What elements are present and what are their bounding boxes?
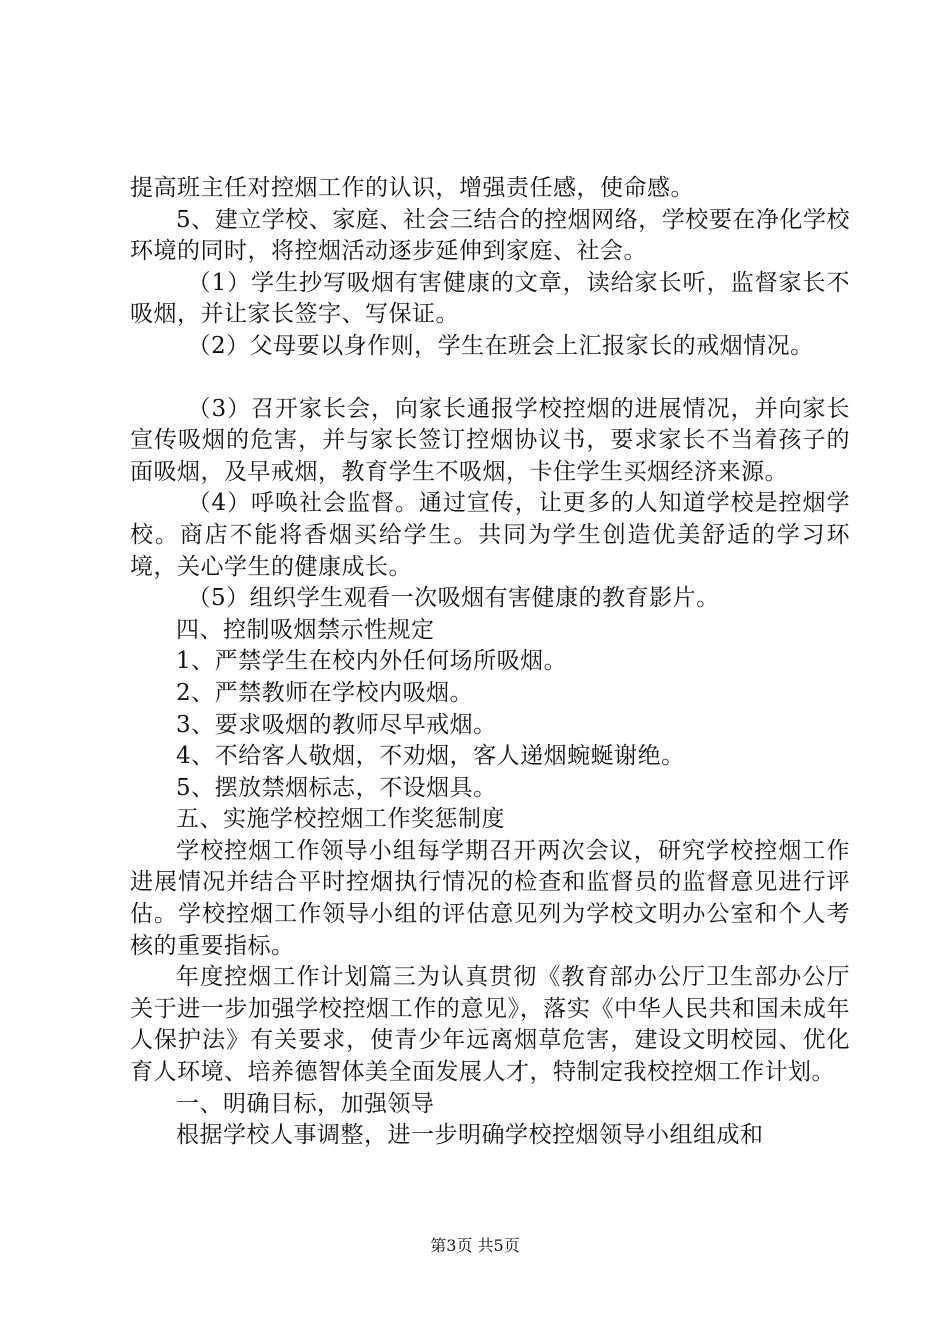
paragraph-sub-2: （2）父母要以身作则，学生在班会上汇报家长的戒烟情况。 [187, 332, 814, 359]
page-number-label: 第3页 共5页 [430, 1236, 520, 1255]
document-body [130, 173, 850, 1152]
rule-item-5: 5、摆放禁烟标志，不设烟具。 [176, 774, 497, 801]
paragraph-plan-three: 年度控烟工作计划篇三为认真贯彻《教育部办公厅卫生部办公厅关于进一步加强学校控烟工作的意见》，落实《中华人民共和国未成年人保护法》有关要求，使青少年远离烟草危害，建设文明校园、优化育人环境、培养德智体美全面发展人才，特制定我校控烟工作计划。 [130, 964, 850, 1086]
rule-item-3: 3、要求吸烟的教师尽早戒烟。 [176, 711, 497, 738]
paragraph-sub-3: （3）召开家长会，向家长通报学校控烟的进展情况，并向家长宣传吸烟的危害，并与家长签订控烟协议书，要求家长不当着孩子的面吸烟，及早戒烟，教育学生不吸烟，卡住学生买烟经济来源。 [130, 395, 850, 485]
paragraph-continuation: 提高班主任对控烟工作的认识，增强责任感，使命感。 [130, 175, 694, 201]
paragraph-reward-system: 学校控烟工作领导小组每学期召开两次会议，研究学校控烟工作进展情况并结合平时控烟执行情况的检查和监督员的监督意见进行评估。学校控烟工作领导小组的评估意见列为学校文明办公室和个人考核的重要指标。 [130, 837, 850, 959]
rule-item-4: 4、不给客人敬烟，不劝烟，客人递烟蜿蜒谢绝。 [176, 743, 685, 770]
rule-item-2: 2、严禁教师在学校内吸烟。 [176, 679, 474, 706]
rule-item-1: 1、严禁学生在校内外任何场所吸烟。 [176, 648, 568, 675]
page-footer [0, 1236, 950, 1256]
section-heading-1: 一、明确目标，加强领导 [176, 1090, 435, 1117]
paragraph-sub-1: （1）学生抄写吸烟有害健康的文章，读给家长听，监督家长不吸烟，并让家长签字、写保证。 [130, 269, 850, 328]
paragraph-item-5: 5、建立学校、家庭、社会三结合的控烟网络，学校要在净化学校环境的同时，将控烟活动逐步延伸到家庭、社会。 [130, 206, 850, 265]
paragraph-personnel: 根据学校人事调整，进一步明确学校控烟领导小组组成和 [176, 1122, 764, 1149]
paragraph-sub-5: （5）组织学生观看一次吸烟有害健康的教育影片。 [187, 585, 720, 612]
paragraph-sub-4: （4）呼唤社会监督。通过宣传，让更多的人知道学校是控烟学校。商店不能将香烟买给学生。共同为学生创造优美舒适的学习环境，关心学生的健康成长。 [130, 490, 850, 580]
section-heading-5: 五、实施学校控烟工作奖惩制度 [176, 806, 505, 833]
section-heading-4: 四、控制吸烟禁示性规定 [176, 616, 435, 643]
